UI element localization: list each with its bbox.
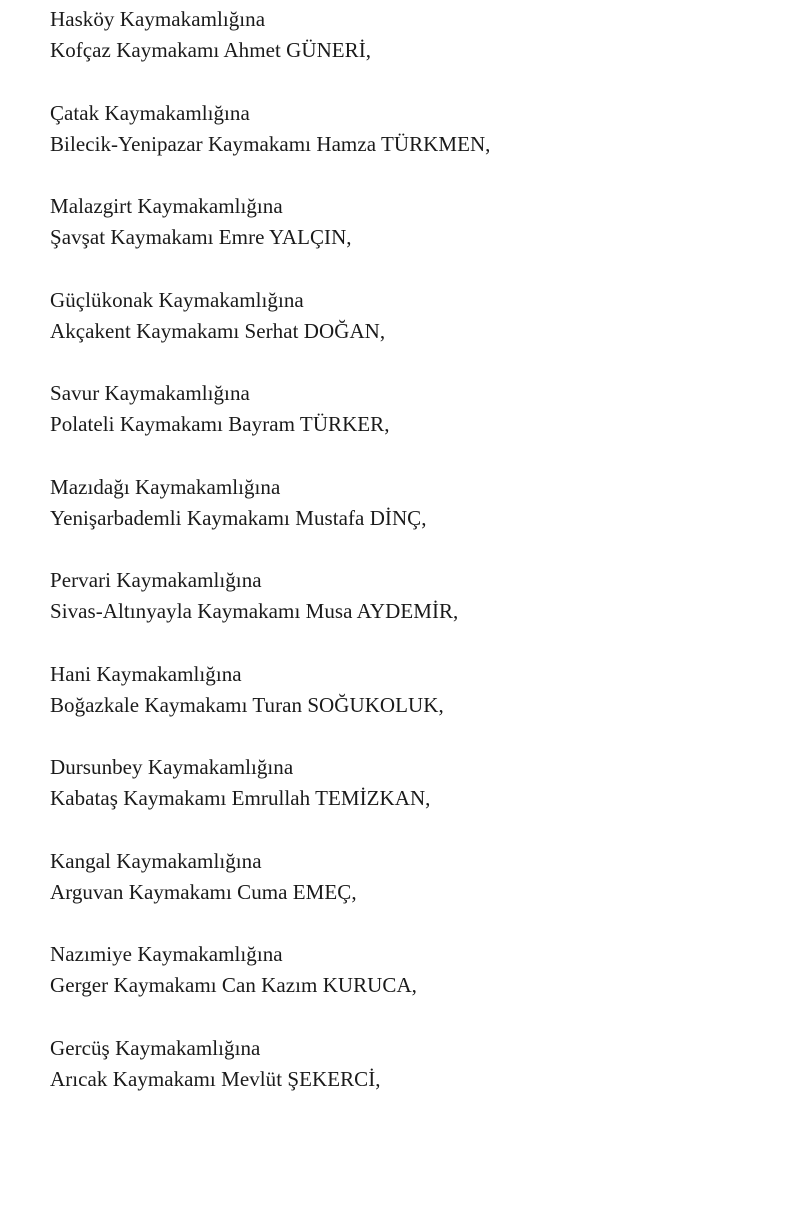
- office-name: Pervari Kaymakamlığına: [50, 568, 262, 592]
- office-name: Dursunbey Kaymakamlığına: [50, 755, 294, 779]
- office-name: Hasköy Kaymakamlığına: [50, 7, 266, 31]
- appointee-name: Yenişarbademli Kaymakamı Mustafa DİNÇ,: [50, 505, 427, 530]
- office-name: Mazıdağı Kaymakamlığına: [50, 474, 281, 499]
- appointment-entry: [50, 4, 770, 66]
- appointment-entry: [50, 846, 770, 908]
- appointment-entry: [50, 98, 770, 160]
- appointee-name: Polateli Kaymakamı Bayram TÜRKER,: [50, 412, 390, 436]
- appointment-entry: [50, 285, 770, 347]
- appointee-name: Bilecik-Yenipazar Kaymakamı Hamza TÜRKMEN,: [50, 131, 491, 156]
- appointee-name: Boğazkale Kaymakamı Turan SOĞUKOLUK,: [50, 692, 444, 717]
- appointee-name: Kabataş Kaymakamı Emrullah TEMİZKAN,: [50, 786, 431, 810]
- appointee-name: Arguvan Kaymakamı Cuma EMEÇ,: [50, 879, 357, 904]
- appointment-entry: [50, 191, 770, 253]
- appointment-entry: [50, 752, 770, 814]
- appointment-entry: [50, 378, 770, 440]
- office-name: Savur Kaymakamlığına: [50, 381, 250, 405]
- appointment-entry: [50, 659, 770, 721]
- appointee-name: Akçakent Kaymakamı Serhat DOĞAN,: [50, 318, 386, 343]
- appointee-name: Şavşat Kaymakamı Emre YALÇIN,: [50, 225, 352, 249]
- office-name: Hani Kaymakamlığına: [50, 661, 242, 686]
- appointee-name: Arıcak Kaymakamı Mevlüt ŞEKERCİ,: [50, 1066, 381, 1091]
- appointment-entry: [50, 472, 770, 534]
- office-name: Çatak Kaymakamlığına: [50, 100, 250, 125]
- appointment-entry: [50, 1033, 770, 1095]
- office-name: Kangal Kaymakamlığına: [50, 848, 262, 873]
- appointee-name: Kofçaz Kaymakamı Ahmet GÜNERİ,: [50, 38, 372, 62]
- office-name: Güçlükonak Kaymakamlığına: [50, 287, 304, 312]
- appointment-entry: [50, 565, 770, 627]
- office-name: Malazgirt Kaymakamlığına: [50, 194, 283, 218]
- office-name: Nazımiye Kaymakamlığına: [50, 942, 283, 966]
- office-name: Gercüş Kaymakamlığına: [50, 1035, 261, 1060]
- appointee-name: Sivas-Altınyayla Kaymakamı Musa AYDEMİR,: [50, 599, 459, 623]
- appointment-entry: [50, 939, 770, 1001]
- appointee-name: Gerger Kaymakamı Can Kazım KURUCA,: [50, 973, 417, 997]
- appointment-list: [50, 4, 770, 1126]
